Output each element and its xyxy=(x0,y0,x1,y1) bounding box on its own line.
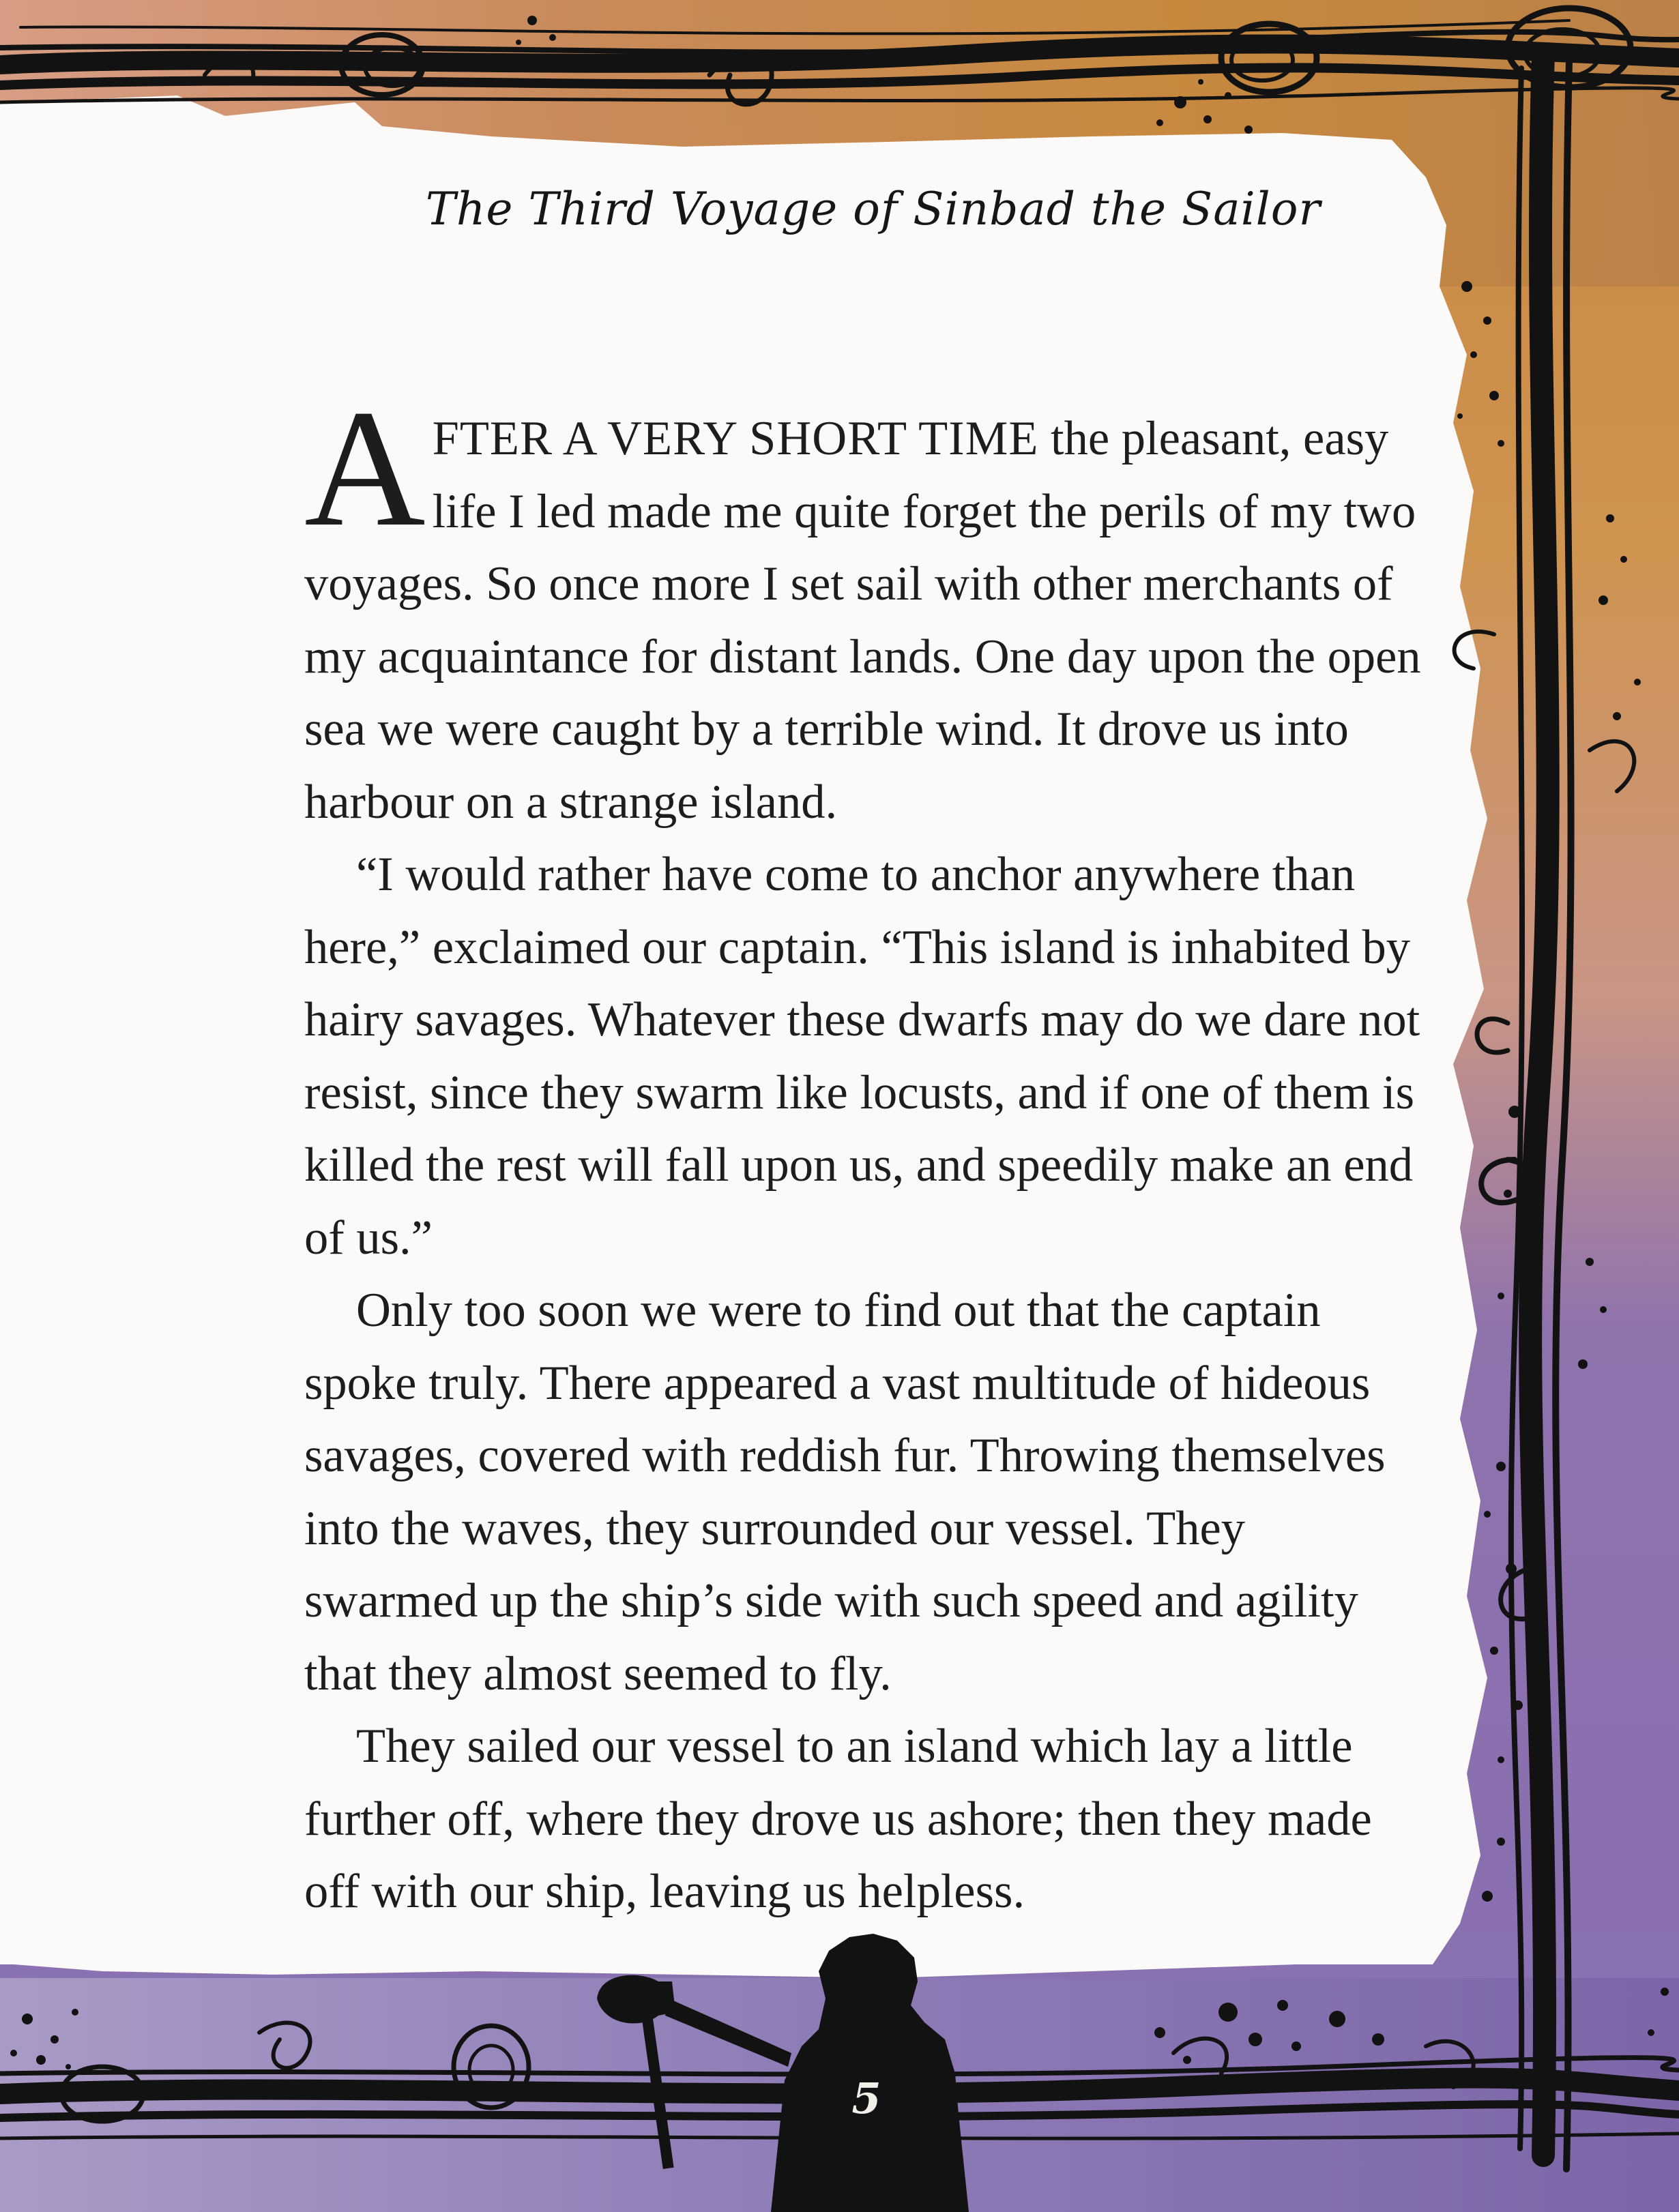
paragraph-4: They sailed our vessel to an island which lay a little further off, where they drove us ashore; then they made off with our ship, leaving us helpless. xyxy=(304,1720,1372,1918)
running-title: The Third Voyage of Sinbad the Sailor xyxy=(425,183,1322,235)
paragraph-1-text: the pleasant, easy life I led made me quite forget the perils of my two voyages. So once more I set sail with other merchants of my acquaintance for distant lands. One day upon the open sea we were caught by a terrible wind. It drove us into harbour on a strange island. xyxy=(304,412,1421,829)
paragraph-2: “I would rather have come to anchor anywhere than here,” exclaimed our captain. “This island is inhabited by hairy savages. Whatever these dwarfs may do we dare not resist, since they swarm like locusts, and if one of them is killed the rest will fall upon us, and speedily make an end of us.” xyxy=(304,848,1420,1265)
lead-in: FTER A VERY SHORT TIME xyxy=(432,412,1039,465)
drop-cap: A xyxy=(304,376,426,561)
paragraph-1 xyxy=(304,376,1427,838)
paper-left-edge xyxy=(0,102,14,1964)
page-number: 5 xyxy=(851,2074,881,2123)
paragraph-3: Only too soon we were to find out that the captain spoke truly. There appeared a vast multitude of hideous savages, covered with reddish fur. Throwing themselves into the waves, they surrounded our vessel. They swarmed up the ship’s side with such speed and agility that they almost seemed to fly. xyxy=(304,1284,1386,1700)
story-text xyxy=(304,376,1427,1928)
